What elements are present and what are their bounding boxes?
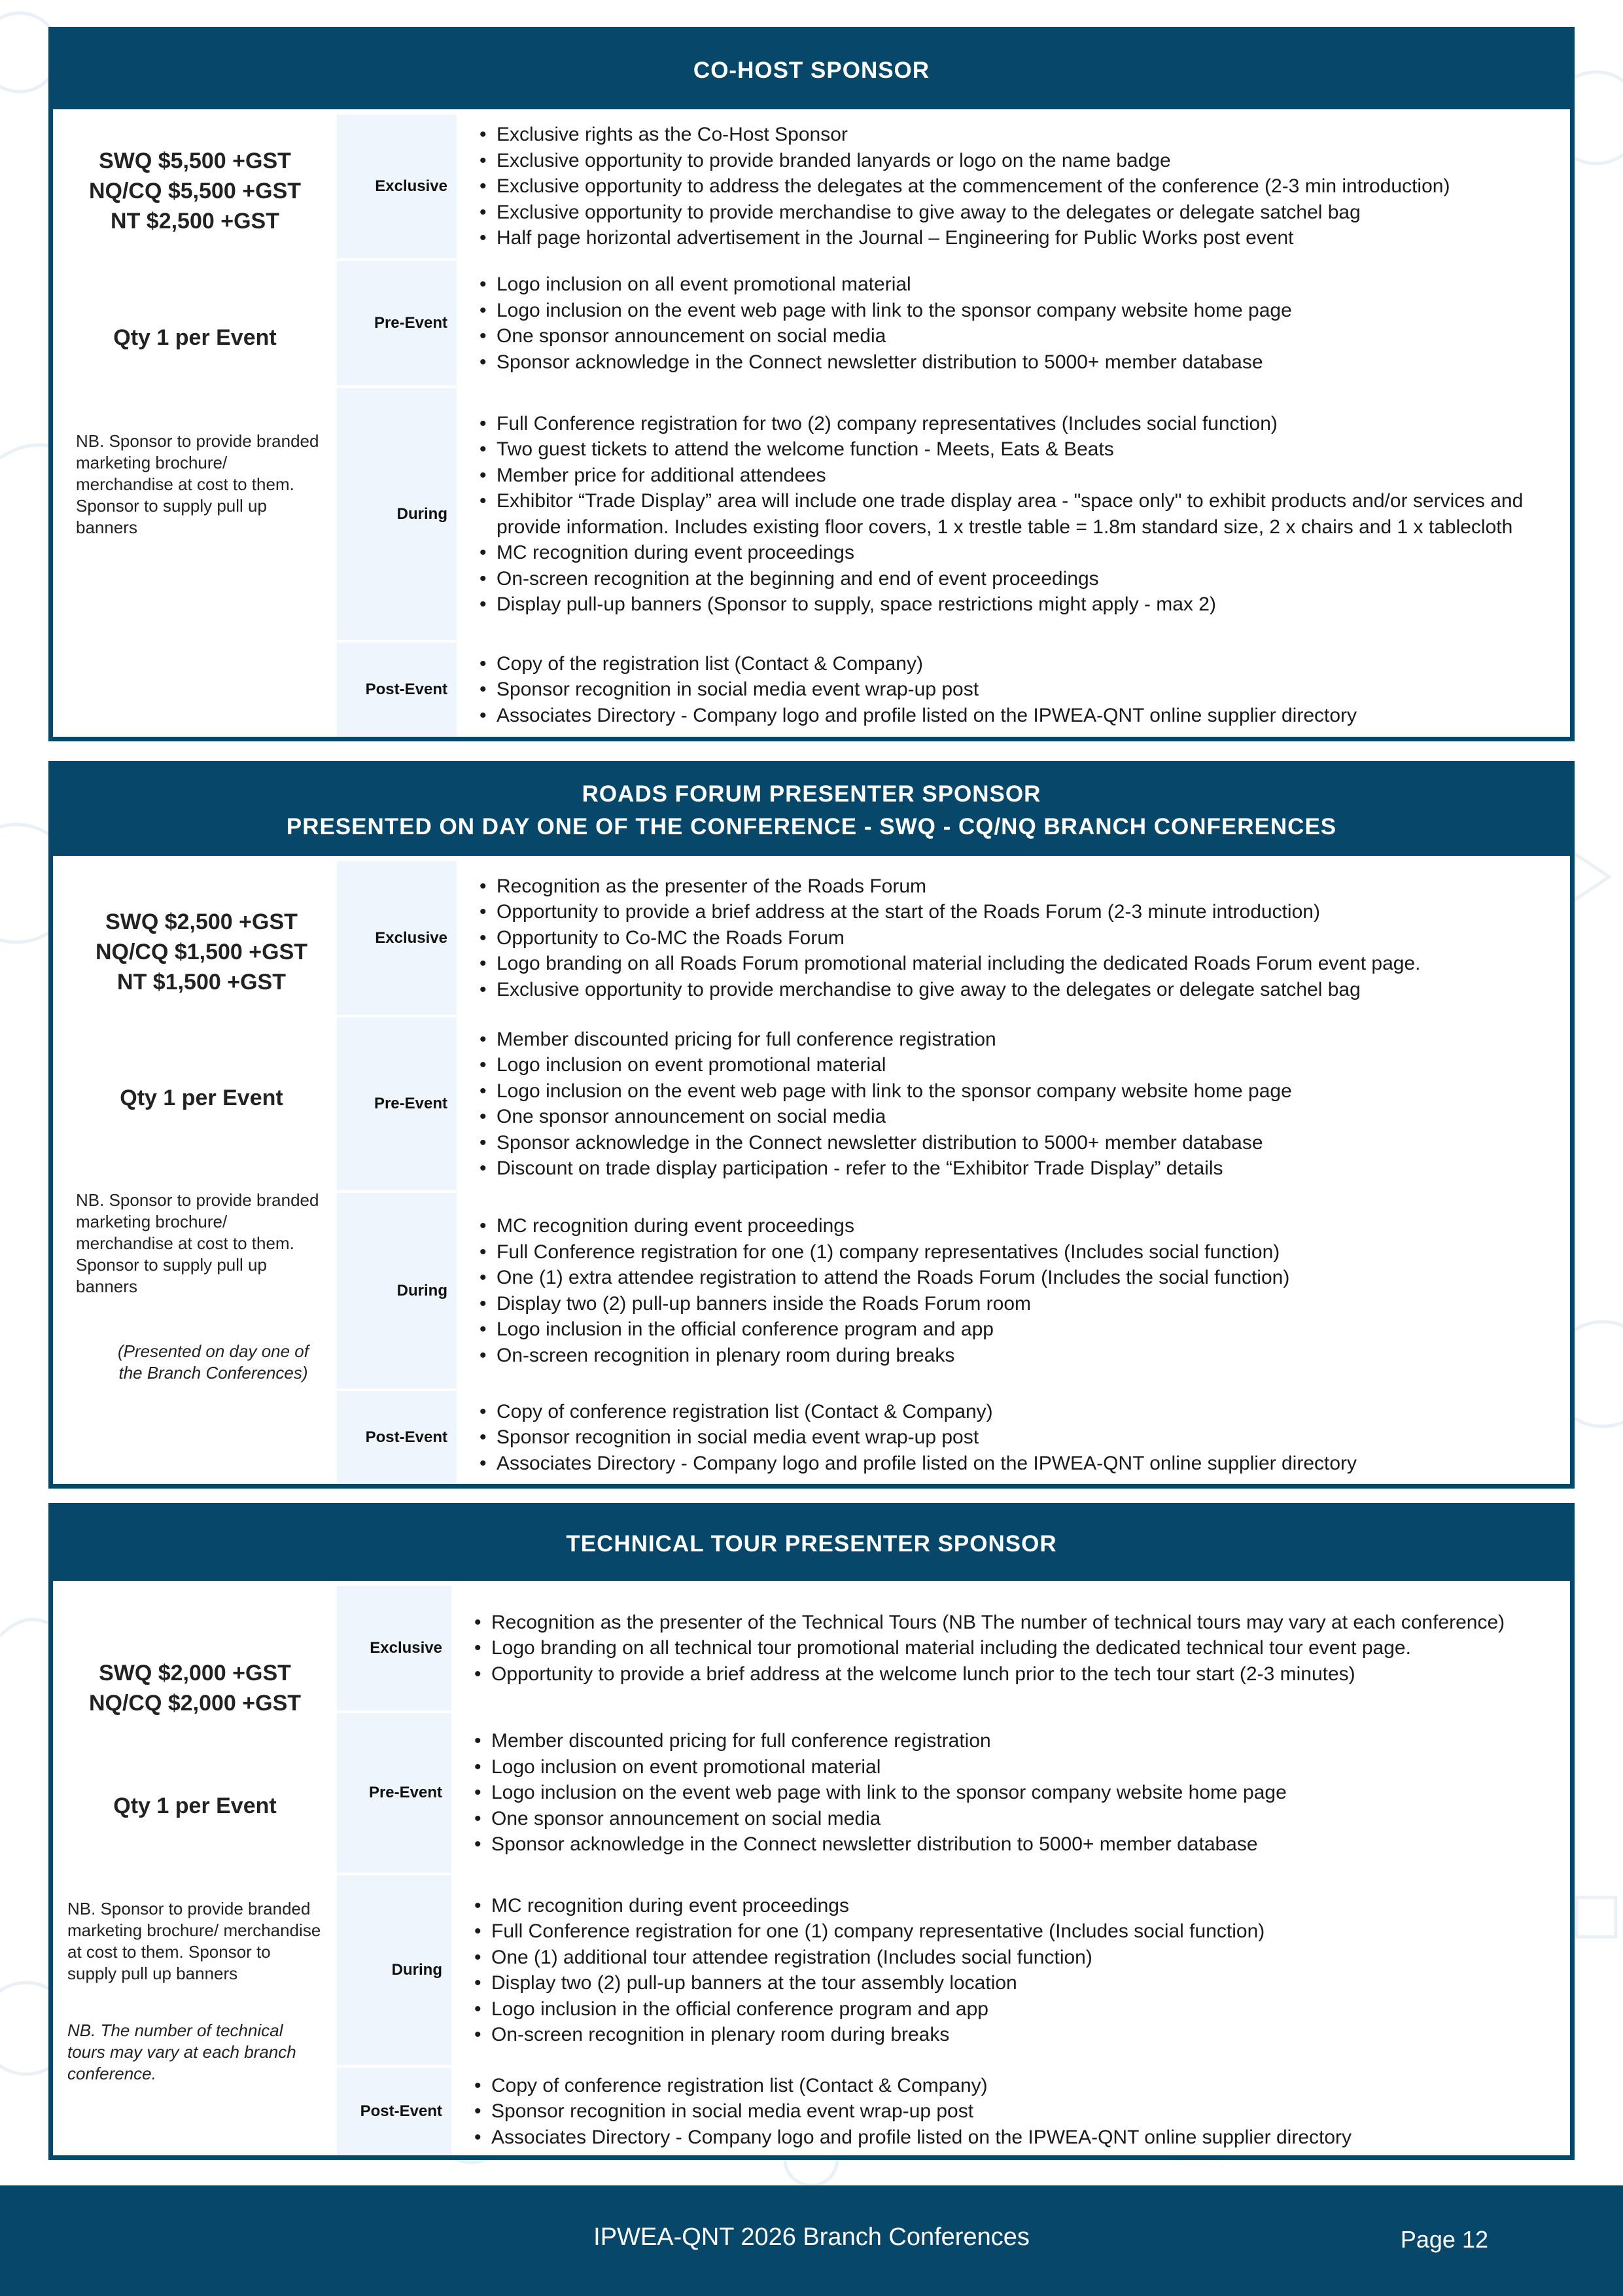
benefit-item: • Discount on trade display participation - refer to the “Exhibitor Trade Display” details [477, 1156, 1561, 1182]
benefit-item: • Logo inclusion on the event web page with link to the sponsor company website home page [472, 1780, 1561, 1806]
benefit-item: • Sponsor acknowledge in the Connect newsletter distribution to 5000+ member database [477, 1130, 1561, 1156]
sponsor-note: NB. Sponsor to provide branded marketing brochure/ merchandise at cost to them. Sponsor to supply pull up banners [67, 1899, 321, 1983]
benefit-item: • On-screen recognition in plenary room during breaks [477, 1343, 1561, 1369]
benefit-row-exclusive [337, 861, 1570, 1015]
benefit-item: • Logo inclusion on event promotional material [477, 1052, 1561, 1078]
benefit-item: • Member discounted pricing for full conference registration [477, 1027, 1561, 1053]
package-title: CO-HOST SPONSOR [693, 57, 930, 83]
benefit-item: • Logo inclusion on event promotional material [472, 1754, 1561, 1780]
benefit-row-during [337, 1193, 1570, 1388]
benefit-item: • Logo inclusion on all event promotional material [477, 272, 1561, 298]
benefit-item: • Exclusive opportunity to provide branded lanyards or logo on the name badge [477, 148, 1561, 174]
price-line: SWQ $5,500 +GST [99, 149, 291, 173]
benefit-item: • Member discounted pricing for full conference registration [472, 1728, 1561, 1754]
pricing-column [53, 856, 337, 1484]
benefit-item: • Logo branding on all technical tour promotional material including the dedicated technical tour event page. [472, 1635, 1561, 1661]
package-co-host-sponsor [48, 27, 1575, 741]
package-subtitle: PRESENTED ON DAY ONE OF THE CONFERENCE - SWQ - CQ/NQ BRANCH CONFERENCES [286, 814, 1337, 839]
benefit-row-post-event [337, 2068, 1570, 2155]
benefit-item: • Recognition as the presenter of the Roads Forum [477, 874, 1561, 900]
page-number: Page 12 [1400, 2226, 1488, 2253]
pricing-column [53, 109, 337, 737]
benefit-item: • Display two (2) pull-up banners at the tour assembly location [472, 1970, 1561, 1996]
price-line: NT $2,500 +GST [111, 209, 279, 234]
benefit-item: • MC recognition during event proceedings [477, 540, 1561, 566]
benefit-item: • Associates Directory - Company logo and profile listed on the IPWEA-QNT online supplier directory [477, 1451, 1561, 1477]
phase-label: Exclusive [337, 1586, 451, 1710]
phase-label: Post-Event [337, 2068, 451, 2155]
presented-note: (Presented on day one of the Branch Conferences) [118, 1341, 309, 1383]
phase-label: Pre-Event [337, 261, 457, 385]
benefit-item: • Copy of conference registration list (Contact & Company) [477, 1399, 1561, 1425]
page-footer [0, 2185, 1623, 2296]
benefit-item: • Exclusive opportunity to provide merchandise to give away to the delegates or delegate satchel bag [477, 200, 1561, 226]
phase-label: Post-Event [337, 1391, 457, 1484]
package-title: ROADS FORUM PRESENTER SPONSOR [582, 781, 1041, 807]
footer-title: IPWEA-QNT 2026 Branch Conferences [593, 2223, 1030, 2251]
benefit-item: • Display pull-up banners (Sponsor to supply, space restrictions might apply - max 2) [477, 592, 1561, 618]
phase-label: During [337, 1875, 451, 2065]
package-roads-forum-presenter-sponsor [48, 761, 1575, 1489]
sponsor-note: NB. Sponsor to provide branded marketing brochure/ merchandise at cost to them. Sponsor to supply pull up banners [76, 431, 319, 537]
benefit-item: • Copy of conference registration list (Contact & Company) [472, 2073, 1561, 2099]
phase-label: Pre-Event [337, 1713, 451, 1873]
benefit-item: • Opportunity to provide a brief address at the start of the Roads Forum (2-3 minute introduction) [477, 899, 1561, 925]
benefit-item: • Sponsor acknowledge in the Connect newsletter distribution to 5000+ member database [472, 1831, 1561, 1858]
benefit-item: • Exhibitor “Trade Display” area will include one trade display area - "space only" to exhibit products and/or services and provide information. Includes existing floor covers, 1 x trestle table = 1.8m standard size, 2 x chairs and 1 x tablecloth [477, 488, 1561, 540]
price-line: SWQ $2,000 +GST [99, 1661, 291, 1686]
sponsor-note: NB. Sponsor to provide branded marketing brochure/ merchandise at cost to them. Sponsor to supply pull up banners [76, 1190, 319, 1296]
benefit-row-post-event [337, 1391, 1570, 1484]
benefit-item: • On-screen recognition at the beginning and end of event proceedings [477, 566, 1561, 592]
benefit-item: • One (1) additional tour attendee registration (Includes social function) [472, 1945, 1561, 1971]
benefit-item: • Recognition as the presenter of the Technical Tours (NB The number of technical tours may vary at each conference) [472, 1610, 1561, 1636]
benefit-item: • Member price for additional attendees [477, 463, 1561, 489]
benefit-item: • Two guest tickets to attend the welcome function - Meets, Eats & Beats [477, 436, 1561, 463]
price-line: NQ/CQ $5,500 +GST [88, 179, 302, 203]
benefit-item: • Logo inclusion on the event web page with link to the sponsor company website home page [477, 298, 1561, 324]
benefit-item: • Associates Directory - Company logo and profile listed on the IPWEA-QNT online supplier directory [477, 703, 1561, 729]
package-title: TECHNICAL TOUR PRESENTER SPONSOR [566, 1531, 1057, 1557]
benefit-item: • On-screen recognition in plenary room during breaks [472, 2022, 1561, 2048]
quantity-label: Qty 1 per Event [120, 1086, 283, 1110]
pricing-column [53, 1581, 337, 2155]
price-line: NT $1,500 +GST [117, 970, 286, 995]
benefit-item: • One sponsor announcement on social media [472, 1806, 1561, 1832]
phase-label: During [337, 388, 457, 640]
price-line: NQ/CQ $1,500 +GST [95, 940, 308, 964]
package-technical-tour-presenter-sponsor [48, 1503, 1575, 2160]
benefit-item: • Logo inclusion in the official conference program and app [472, 1996, 1561, 2022]
package-header [53, 766, 1570, 856]
benefit-item: • Logo inclusion in the official conference program and app [477, 1316, 1561, 1343]
benefit-row-pre-event [337, 261, 1570, 385]
benefit-item: • Full Conference registration for two (2) company representatives (Includes social function) [477, 411, 1561, 437]
benefit-item: • MC recognition during event proceedings [472, 1893, 1561, 1919]
benefit-item: • Opportunity to provide a brief address at the welcome lunch prior to the tech tour start (2-3 minutes) [472, 1661, 1561, 1687]
phase-label: Exclusive [337, 115, 457, 258]
benefit-row-pre-event [337, 1713, 1570, 1873]
tour-note: NB. The number of technical tours may vary at each branch conference. [67, 2021, 296, 2083]
benefit-item: • Sponsor recognition in social media event wrap-up post [477, 1424, 1561, 1451]
benefit-row-post-event [337, 643, 1570, 737]
package-header [53, 1508, 1570, 1581]
benefit-item: • MC recognition during event proceedings [477, 1213, 1561, 1239]
benefit-row-exclusive [337, 115, 1570, 258]
benefit-item: • Logo inclusion on the event web page with link to the sponsor company website home page [477, 1078, 1561, 1104]
phase-label: Post-Event [337, 643, 457, 737]
benefit-item: • Sponsor acknowledge in the Connect newsletter distribution to 5000+ member database [477, 349, 1561, 376]
benefit-item: • Exclusive opportunity to provide merchandise to give away to the delegates or delegate satchel bag [477, 977, 1561, 1003]
benefit-item: • Display two (2) pull-up banners inside the Roads Forum room [477, 1291, 1561, 1317]
benefit-item: • Sponsor recognition in social media event wrap-up post [477, 677, 1561, 703]
benefit-item: • Copy of the registration list (Contact & Company) [477, 651, 1561, 677]
benefit-item: • Exclusive opportunity to address the delegates at the commencement of the conference (2-3 min introduction) [477, 173, 1561, 200]
phase-label: During [337, 1193, 457, 1388]
package-header [53, 31, 1570, 109]
benefit-item: • One sponsor announcement on social media [477, 1104, 1561, 1130]
price-line: SWQ $2,500 +GST [105, 910, 298, 934]
benefit-item: • Full Conference registration for one (1) company representative (Includes social function) [472, 1918, 1561, 1945]
benefit-item: • Exclusive rights as the Co-Host Sponsor [477, 122, 1561, 148]
benefit-item: • Associates Directory - Company logo and profile listed on the IPWEA-QNT online supplier directory [472, 2125, 1561, 2151]
benefit-item: • Half page horizontal advertisement in the Journal – Engineering for Public Works post event [477, 225, 1561, 251]
phase-label: Pre-Event [337, 1017, 457, 1190]
phase-label: Exclusive [337, 861, 457, 1015]
benefit-item: • Logo branding on all Roads Forum promotional material including the dedicated Roads Forum event page. [477, 951, 1561, 977]
benefit-row-during [337, 1875, 1570, 2065]
price-line: NQ/CQ $2,000 +GST [88, 1691, 302, 1716]
quantity-label: Qty 1 per Event [113, 1793, 277, 1818]
benefit-item: • One sponsor announcement on social media [477, 323, 1561, 349]
benefit-item: • Sponsor recognition in social media event wrap-up post [472, 2098, 1561, 2125]
benefit-item: • Full Conference registration for one (1) company representatives (Includes social function) [477, 1239, 1561, 1265]
benefit-row-pre-event [337, 1017, 1570, 1190]
benefit-item: • One (1) extra attendee registration to attend the Roads Forum (Includes the social function) [477, 1265, 1561, 1291]
benefit-row-exclusive [337, 1586, 1570, 1710]
benefit-row-during [337, 388, 1570, 640]
benefit-item: • Opportunity to Co-MC the Roads Forum [477, 925, 1561, 951]
quantity-label: Qty 1 per Event [113, 325, 277, 350]
